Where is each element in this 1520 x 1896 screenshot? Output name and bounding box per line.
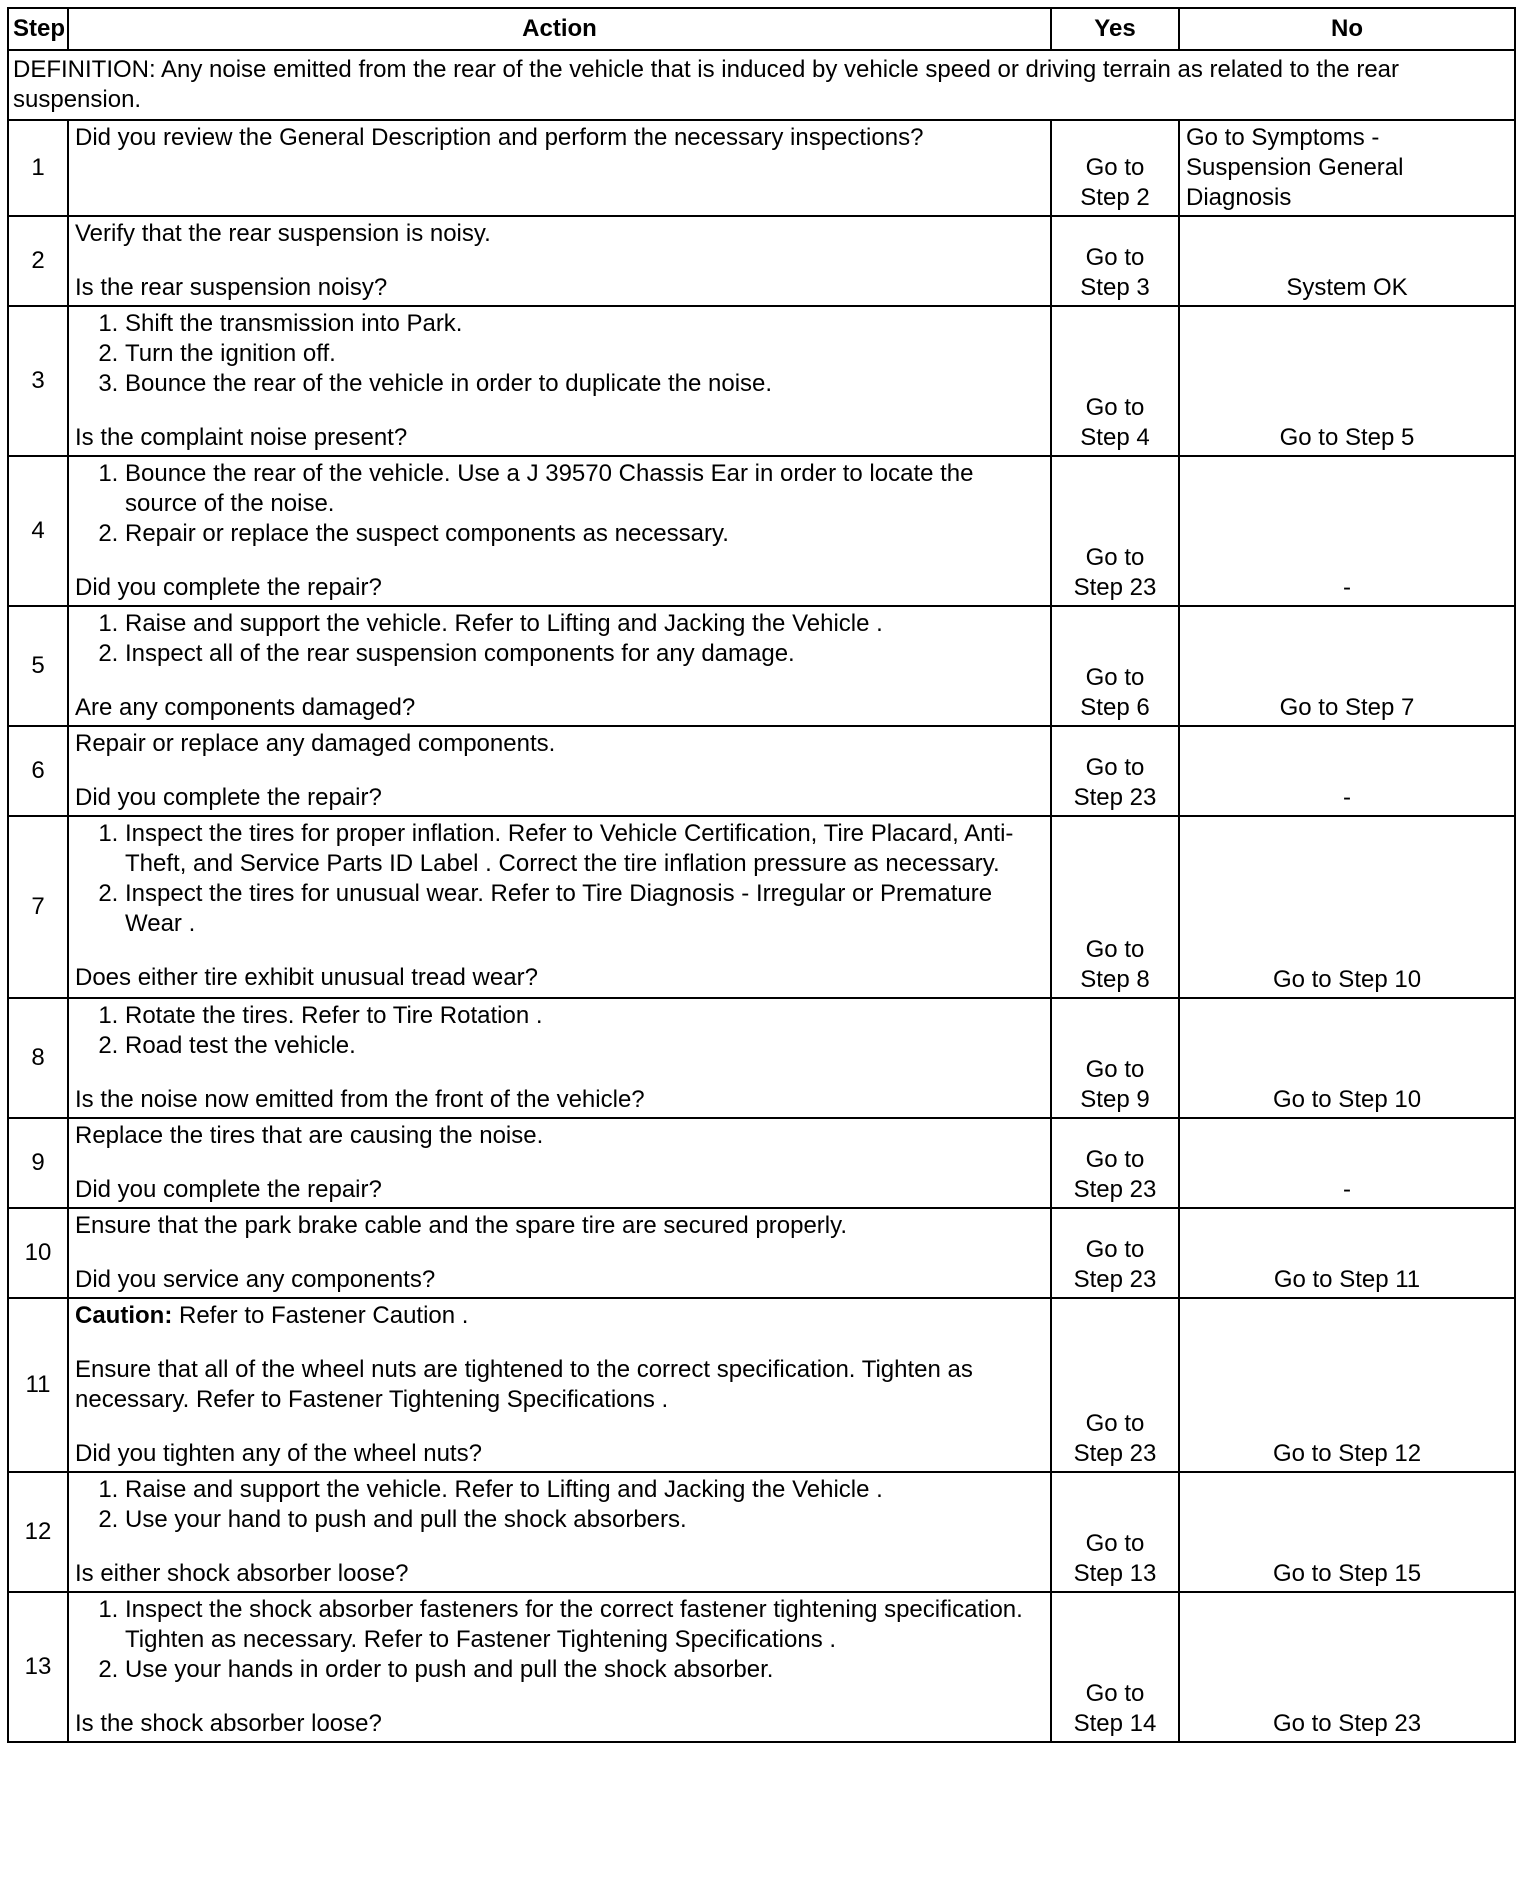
yes-outcome: Go to Step 14 (1051, 1592, 1179, 1742)
question-text: Did you complete the repair? (75, 784, 382, 811)
question-text: Is the rear suspension noisy? (75, 274, 388, 301)
action-cell (68, 1208, 1051, 1298)
question-text: Did you complete the repair? (75, 1176, 382, 1203)
action-cell (68, 456, 1051, 606)
action-list (75, 1475, 1044, 1535)
action-list (75, 1595, 1044, 1685)
question-text: Did you service any components? (75, 1266, 436, 1293)
action-cell (68, 216, 1051, 306)
no-outcome: Go to Step 15 (1179, 1472, 1515, 1592)
no-outcome: Go to Step 11 (1179, 1208, 1515, 1298)
action-list (75, 1001, 1044, 1061)
question-text: Are any components damaged? (75, 694, 416, 721)
no-outcome: Go to Symptoms - Suspension General Diagnosis (1179, 120, 1515, 216)
table-row (8, 1592, 1515, 1742)
action-list-item: 2. Road test the vehicle. (125, 1031, 1044, 1061)
header-yes: Yes (1051, 8, 1179, 50)
caution-text: Refer to Fastener Caution . (172, 1302, 469, 1329)
no-outcome: Go to Step 5 (1179, 306, 1515, 456)
no-outcome: Go to Step 7 (1179, 606, 1515, 726)
action-cell (68, 1298, 1051, 1472)
action-cell (68, 1472, 1051, 1592)
action-text: Repair or replace any damaged components. (75, 730, 556, 757)
yes-outcome: Go to Step 3 (1051, 216, 1179, 306)
action-list (75, 609, 1044, 669)
step-number: 1 (8, 120, 68, 216)
header-no: No (1179, 8, 1515, 50)
table-row (8, 816, 1515, 998)
no-outcome: Go to Step 10 (1179, 998, 1515, 1118)
no-outcome: Go to Step 10 (1179, 816, 1515, 998)
action-list-item: 1. Bounce the rear of the vehicle. Use a J 39570 Chassis Ear in order to locate the source of the noise. (125, 459, 1044, 519)
yes-outcome: Go to Step 8 (1051, 816, 1179, 998)
table-row (8, 1118, 1515, 1208)
yes-outcome: Go to Step 13 (1051, 1472, 1179, 1592)
action-list-item: 1. Inspect the shock absorber fasteners for the correct fastener tightening specification. Tighten as necessary. Refer to Fastener Tightening Specifications . (125, 1595, 1044, 1655)
step-number: 5 (8, 606, 68, 726)
action-list-item: 2. Inspect the tires for unusual wear. Refer to Tire Diagnosis - Irregular or Premature Wear . (125, 879, 1044, 939)
yes-outcome: Go to Step 23 (1051, 456, 1179, 606)
yes-outcome: Go to Step 2 (1051, 120, 1179, 216)
step-number: 12 (8, 1472, 68, 1592)
action-list-item: 2. Use your hands in order to push and pull the shock absorber. (125, 1655, 1044, 1685)
action-list (75, 819, 1044, 939)
step-number: 6 (8, 726, 68, 816)
definition-text: DEFINITION: Any noise emitted from the rear of the vehicle that is induced by vehicle speed or driving terrain as related to the rear suspension. (8, 50, 1515, 120)
header-row (8, 8, 1515, 50)
step-number: 3 (8, 306, 68, 456)
action-list-item: 2. Turn the ignition off. (125, 339, 1044, 369)
action-cell (68, 816, 1051, 998)
action-cell (68, 306, 1051, 456)
table-row (8, 606, 1515, 726)
definition-row (8, 50, 1515, 120)
action-cell (68, 726, 1051, 816)
yes-outcome: Go to Step 9 (1051, 998, 1179, 1118)
diagnostic-table (7, 7, 1516, 1743)
action-list-item: 1. Raise and support the vehicle. Refer to Lifting and Jacking the Vehicle . (125, 1475, 1044, 1505)
action-list (75, 309, 1044, 399)
caution-label: Caution: (75, 1302, 173, 1329)
action-list-item: 1. Shift the transmission into Park. (125, 309, 1044, 339)
step-number: 9 (8, 1118, 68, 1208)
table-row (8, 216, 1515, 306)
table-row (8, 1472, 1515, 1592)
yes-outcome: Go to Step 23 (1051, 1298, 1179, 1472)
action-text: Verify that the rear suspension is noisy. (75, 220, 491, 247)
yes-outcome: Go to Step 4 (1051, 306, 1179, 456)
step-number: 11 (8, 1298, 68, 1472)
action-text: Ensure that the park brake cable and the spare tire are secured properly. (75, 1212, 847, 1239)
question-text: Is the complaint noise present? (75, 424, 408, 451)
yes-outcome: Go to Step 23 (1051, 1208, 1179, 1298)
question-text: Did you complete the repair? (75, 574, 382, 601)
action-text: Replace the tires that are causing the noise. (75, 1122, 544, 1149)
action-text: Did you review the General Description and perform the necessary inspections? (75, 124, 924, 151)
action-cell (68, 120, 1051, 216)
table-row (8, 998, 1515, 1118)
table-row (8, 726, 1515, 816)
yes-outcome: Go to Step 23 (1051, 1118, 1179, 1208)
yes-outcome: Go to Step 6 (1051, 606, 1179, 726)
question-text: Did you tighten any of the wheel nuts? (75, 1440, 482, 1467)
header-step: Step (8, 8, 68, 50)
table-row (8, 306, 1515, 456)
action-text: Ensure that all of the wheel nuts are tightened to the correct specification. Tighten as necessary. Refer to Fastener Tightening Specifications . (75, 1356, 973, 1413)
caution-note (75, 1301, 1044, 1331)
action-list-item: 1. Rotate the tires. Refer to Tire Rotation . (125, 1001, 1044, 1031)
action-list-item: 2. Inspect all of the rear suspension components for any damage. (125, 639, 1044, 669)
step-number: 4 (8, 456, 68, 606)
action-cell (68, 1592, 1051, 1742)
yes-outcome: Go to Step 23 (1051, 726, 1179, 816)
action-list-item: 2. Repair or replace the suspect components as necessary. (125, 519, 1044, 549)
no-outcome: - (1179, 456, 1515, 606)
header-action: Action (68, 8, 1051, 50)
no-outcome: - (1179, 1118, 1515, 1208)
action-list (75, 459, 1044, 549)
question-text: Does either tire exhibit unusual tread wear? (75, 964, 538, 991)
question-text: Is the noise now emitted from the front of the vehicle? (75, 1086, 645, 1113)
action-list-item: 2. Use your hand to push and pull the shock absorbers. (125, 1505, 1044, 1535)
action-cell (68, 998, 1051, 1118)
step-number: 8 (8, 998, 68, 1118)
question-text: Is the shock absorber loose? (75, 1710, 382, 1737)
step-number: 7 (8, 816, 68, 998)
action-cell (68, 606, 1051, 726)
question-text: Is either shock absorber loose? (75, 1560, 409, 1587)
no-outcome: - (1179, 726, 1515, 816)
action-cell (68, 1118, 1051, 1208)
table-row (8, 456, 1515, 606)
step-number: 13 (8, 1592, 68, 1742)
no-outcome: Go to Step 23 (1179, 1592, 1515, 1742)
step-number: 2 (8, 216, 68, 306)
table-row (8, 1208, 1515, 1298)
step-number: 10 (8, 1208, 68, 1298)
action-list-item: 1. Inspect the tires for proper inflation. Refer to Vehicle Certification, Tire Placard, Anti-Theft, and Service Parts ID Label . Correct the tire inflation pressure as necessary. (125, 819, 1044, 879)
action-list-item: 3. Bounce the rear of the vehicle in order to duplicate the noise. (125, 369, 1044, 399)
no-outcome: Go to Step 12 (1179, 1298, 1515, 1472)
table-row (8, 120, 1515, 216)
no-outcome: System OK (1179, 216, 1515, 306)
action-list-item: 1. Raise and support the vehicle. Refer to Lifting and Jacking the Vehicle . (125, 609, 1044, 639)
table-row (8, 1298, 1515, 1472)
